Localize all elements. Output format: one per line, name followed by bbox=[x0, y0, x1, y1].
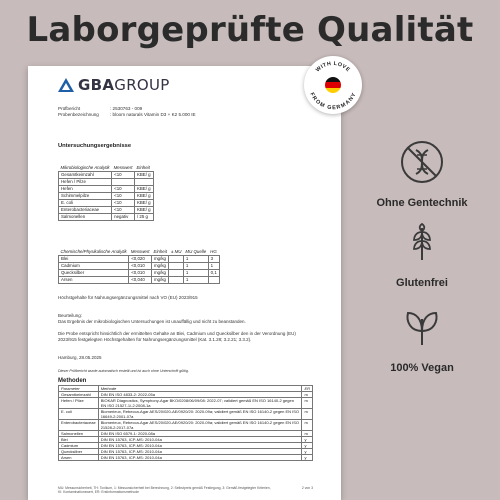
table-cell: 1 bbox=[183, 270, 208, 277]
made-in-germany-badge bbox=[304, 56, 362, 114]
methods-header: Parameter bbox=[59, 386, 99, 392]
chem-header: Messwert bbox=[130, 249, 150, 254]
table-row bbox=[59, 256, 220, 263]
table-cell: Hefen / Pilze bbox=[59, 398, 99, 409]
table-cell bbox=[208, 277, 219, 284]
table-cell: y bbox=[302, 443, 313, 449]
table-cell: Hefen bbox=[59, 186, 112, 193]
table-cell: Arsen bbox=[59, 455, 99, 461]
table-cell: Cadmium bbox=[59, 263, 129, 270]
table-cell: m bbox=[302, 392, 313, 398]
svg-text:WITH LOVE bbox=[315, 61, 351, 73]
table-cell: Biomerieux, Rebecca-Agar AES/20/020-AE/0920/20: 2020-09a; validiert gemäß EN ISO 16140-2 gegen EN ISO 16649-2:2001-07a bbox=[98, 409, 302, 420]
table-cell: 1 bbox=[208, 263, 219, 270]
table-cell: y bbox=[302, 455, 313, 461]
chem-header: MU Quelle bbox=[185, 249, 207, 254]
table-cell: <10 bbox=[112, 172, 135, 179]
table-row bbox=[59, 186, 154, 193]
table-cell: Biomerieux, Rebecca-Agar AES/20/020-AE/0920/20: 2020-09a; validiert gemäß EN ISO 16140-2 gegen EN ISO 21528-2:2017-07a bbox=[98, 420, 302, 431]
meta-row-report: Prüfbericht : 2530763 - 009 bbox=[58, 106, 143, 111]
methods-header: ER bbox=[302, 386, 313, 392]
table-row bbox=[59, 193, 154, 200]
table-cell: 1 bbox=[183, 277, 208, 284]
badge-bottom-text: FROM GERMANY bbox=[308, 91, 358, 112]
table-cell: Gesamtkeimzahl bbox=[59, 172, 112, 179]
table-cell: Gesamtkeimzahl bbox=[59, 392, 99, 398]
table-cell: y bbox=[302, 437, 313, 443]
table-cell: KBE/ g bbox=[134, 207, 153, 214]
micro-header: Messwert bbox=[113, 165, 133, 170]
results-title: Untersuchungsergebnisse bbox=[58, 143, 132, 149]
table-cell: <10 bbox=[112, 207, 135, 214]
table-row bbox=[59, 409, 313, 420]
leaf-icon bbox=[400, 305, 444, 349]
table-cell bbox=[169, 270, 183, 277]
table-cell bbox=[112, 179, 135, 186]
table-cell: <10 bbox=[112, 200, 135, 207]
table-cell: <10 bbox=[112, 186, 135, 193]
table-cell: m bbox=[302, 431, 313, 437]
table-cell: <0,020 bbox=[129, 256, 152, 263]
table-cell: Salmonellen bbox=[59, 431, 99, 437]
feature-label: Ohne Gentechnik bbox=[376, 197, 468, 209]
doc-footer bbox=[58, 486, 313, 494]
table-cell: mg/kg bbox=[152, 277, 169, 284]
chem-header: Einheit bbox=[153, 249, 167, 254]
table-cell: 1 bbox=[183, 256, 208, 263]
chem-header: Chemische/Physikalische Analytik bbox=[60, 249, 127, 254]
footer-legend: MU: Messunsicherheit, TH: Toxikum, 1: Messunsicherheit bei Berechnung, 2: Selbstpreis gemäß Festlegung, 3: Gemäß festgelegter Kriterien, KI: Kontaminationswert, ER: Erstinformationsmethode bbox=[58, 486, 271, 494]
table-cell: / 25 g bbox=[134, 214, 153, 221]
lab-report-document bbox=[28, 66, 341, 500]
table-cell: DIN EN 15763, ICP-MS: 2010-04a bbox=[98, 437, 302, 443]
table-cell: KBE/ g bbox=[134, 172, 153, 179]
methods-header: Methode bbox=[98, 386, 302, 392]
beurteilung-text: Das Ergebnis der mikrobiologischen Untersuchungen ist unauffällig und nicht zu beanstanden. bbox=[58, 319, 246, 324]
table-cell: DIN EN 15763, ICP-MS: 2010-04a bbox=[98, 455, 302, 461]
table-cell: mg/kg bbox=[152, 256, 169, 263]
table-cell: DIN EN ISO 6579-1: 2020-08a bbox=[98, 431, 302, 437]
micro-header: Mikrobiologische Analytik bbox=[60, 165, 110, 170]
headline: Laborgeprüfte Qualität bbox=[26, 10, 474, 50]
table-cell bbox=[134, 179, 153, 186]
table-row bbox=[59, 263, 220, 270]
table-row bbox=[59, 172, 154, 179]
table-cell: Salmonellen bbox=[59, 214, 112, 221]
auto-note: Dieser Prüfbericht wurde automatisch erstellt und ist auch ohne Unterschrift gültig. bbox=[58, 369, 189, 373]
feature-label: Glutenfrei bbox=[396, 277, 448, 289]
logo-prefix: GBA bbox=[78, 76, 115, 94]
methods-table bbox=[58, 385, 313, 461]
table-cell: 1 bbox=[183, 263, 208, 270]
table-cell: Hefen / Pilze bbox=[59, 179, 112, 186]
table-cell: DIN EN 15763, ICP-MS: 2010-04a bbox=[98, 443, 302, 449]
table-cell: negativ bbox=[112, 214, 135, 221]
table-cell: Schimmelpilze bbox=[59, 193, 112, 200]
table-row bbox=[59, 207, 154, 214]
table-cell: E. coli bbox=[59, 409, 99, 420]
badge-top-text: WITH LOVE bbox=[314, 60, 352, 74]
table-cell bbox=[169, 277, 183, 284]
table-cell: y bbox=[302, 449, 313, 455]
table-cell: Arsen bbox=[59, 277, 129, 284]
logo-suffix: GROUP bbox=[114, 76, 170, 94]
micro-header: Einheit bbox=[134, 165, 153, 172]
chem-header: HG bbox=[208, 249, 219, 256]
micro-table bbox=[58, 165, 154, 221]
gba-triangle-icon bbox=[58, 78, 74, 92]
chem-table bbox=[58, 249, 220, 284]
germany-flag-icon bbox=[325, 77, 341, 93]
beurteilung-title: Beurteilung: bbox=[58, 313, 83, 318]
table-cell: Blei bbox=[59, 256, 129, 263]
table-cell: <0,010 bbox=[129, 270, 152, 277]
page-number: 2 von 3 bbox=[301, 486, 313, 490]
table-cell: Blei bbox=[59, 437, 99, 443]
table-row bbox=[59, 277, 220, 284]
wheat-icon bbox=[400, 220, 444, 264]
table-cell bbox=[169, 263, 183, 270]
table-cell: KBE/ g bbox=[134, 200, 153, 207]
dna-slash-icon bbox=[400, 140, 444, 184]
methods-title: Methoden bbox=[58, 378, 87, 384]
table-row bbox=[59, 214, 154, 221]
table-cell: Enterobacteriaceae bbox=[59, 207, 112, 214]
table-cell: mg/kg bbox=[152, 263, 169, 270]
table-cell: Quecksilber bbox=[59, 449, 99, 455]
table-cell bbox=[169, 256, 183, 263]
table-cell: BIOKAR Diagnostics, Symphony-Agar BKO/0208/06/09/08: 2022-07; validiert gemäß EN ISO 16140-2 gegen EN ISO 21527-1/-2:2008-1a bbox=[98, 398, 302, 409]
table-cell: <10 bbox=[112, 193, 135, 200]
feature-label: 100% Vegan bbox=[390, 362, 454, 374]
table-row bbox=[59, 455, 313, 461]
table-cell: KBE/ g bbox=[134, 186, 153, 193]
feature-vegan bbox=[362, 305, 482, 374]
svg-text:FROM GERMANY bbox=[308, 92, 357, 111]
table-cell: Quecksilber bbox=[59, 270, 129, 277]
table-row bbox=[59, 270, 220, 277]
table-cell: 0,1 bbox=[208, 270, 219, 277]
table-cell: 3 bbox=[208, 256, 219, 263]
table-row bbox=[59, 179, 154, 186]
table-row bbox=[59, 420, 313, 431]
table-row bbox=[59, 398, 313, 409]
table-cell: DIN EN ISO 4833-2: 2022-05a bbox=[98, 392, 302, 398]
table-cell: DIN EN 15763, ICP-MS: 2010-04a bbox=[98, 449, 302, 455]
feature-glutenfrei bbox=[362, 220, 482, 289]
table-cell: m bbox=[302, 420, 313, 431]
table-cell: m bbox=[302, 398, 313, 409]
meta-row-sample: Probenbezeichnung : bloom naturals Vitamin D3 + K2 5.000 IE bbox=[58, 112, 196, 117]
table-cell: <0,010 bbox=[129, 263, 152, 270]
table-cell: E. coli bbox=[59, 200, 112, 207]
chem-header: ± MU bbox=[170, 249, 182, 254]
table-cell: <0,040 bbox=[129, 277, 152, 284]
place-date: Hamburg, 28.05.2025 bbox=[58, 355, 102, 360]
table-cell: Enterobacteriaceae bbox=[59, 420, 99, 431]
table-cell: KBE/ g bbox=[134, 193, 153, 200]
gba-group-logo bbox=[58, 76, 170, 94]
table-row bbox=[59, 200, 154, 207]
feature-ohne-gentechnik bbox=[362, 140, 482, 209]
table-cell: m bbox=[302, 409, 313, 420]
probe-text: Die Probe entspricht hinsichtlich der ermittelten Gehalte an Blei, Cadmium und Quecksilber den in der Verordnung (EU) 2023/915 festgelegten Höchstgehalten für Nahrungsergänzungsmittel (Kat. 3.1.28; 3.2.21; 3.3.2). bbox=[58, 331, 296, 342]
hg-note: Höchstgehalte für Nahrungsergänzungsmittel nach VO (EU) 2023/915 bbox=[58, 295, 198, 300]
table-cell: mg/kg bbox=[152, 270, 169, 277]
table-cell: Cadmium bbox=[59, 443, 99, 449]
